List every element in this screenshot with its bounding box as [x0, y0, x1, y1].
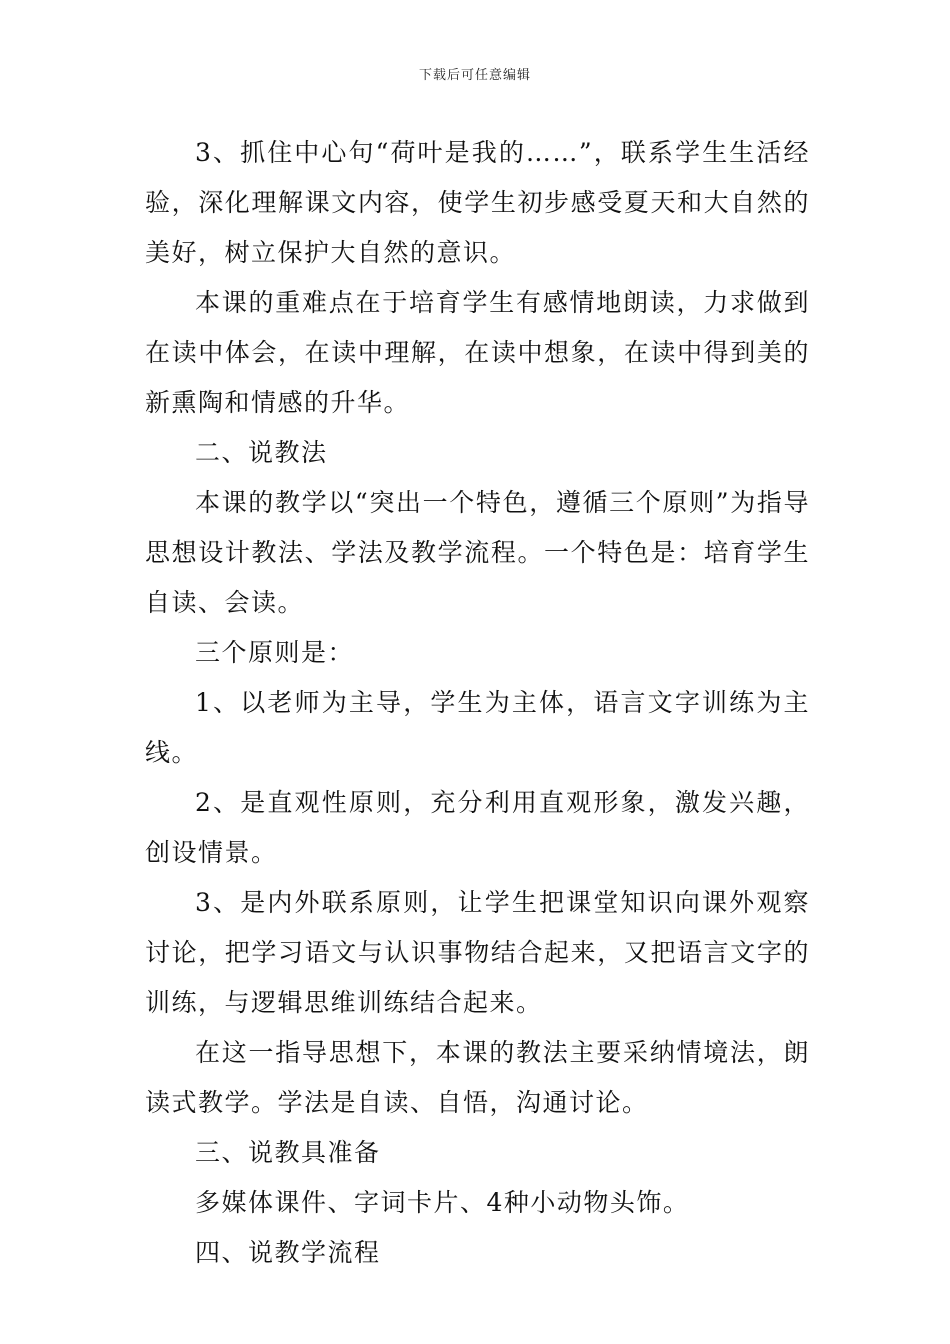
paragraph-objective-3: 3、抓住中心句“荷叶是我的……”，联系学生生活经验，深化理解课文内容，使学生初步感受夏天和大自然的美好，树立保护大自然的意识。	[145, 138, 810, 267]
paragraph-teaching-idea: 本课的教学以“突出一个特色，遵循三个原则”为指导思想设计教法、学法及教学流程。一个特色是：培育学生自读、会读。	[145, 488, 810, 617]
document-body	[145, 128, 810, 1278]
paragraph-key-difficulty: 本课的重难点在于培育学生有感情地朗读，力求做到在读中体会，在读中理解，在读中想象，在读中得到美的新熏陶和情感的升华。	[145, 288, 810, 417]
paragraph-principles-intro: 三个原则是：	[195, 638, 355, 667]
paragraph-principle-3: 3、是内外联系原则，让学生把课堂知识向课外观察讨论，把学习语文与认识事物结合起来，又把语言文字的训练，与逻辑思维训练结合起来。	[145, 888, 810, 1017]
page-header: 下载后可任意编辑	[418, 68, 531, 83]
paragraph-method-summary: 在这一指导思想下，本课的教法主要采纳情境法，朗读式教学。学法是自读、自悟，沟通讨论。	[145, 1038, 810, 1117]
paragraph-principle-1: 1、以老师为主导，学生为主体，语言文字训练为主线。	[145, 688, 810, 767]
paragraph-teaching-aids: 多媒体课件、字词卡片、4种小动物头饰。	[195, 1188, 690, 1217]
section-heading-teaching-process: 四、说教学流程	[195, 1238, 381, 1267]
paragraph-principle-2: 2、是直观性原则，充分利用直观形象，激发兴趣，创设情景。	[145, 788, 810, 867]
section-heading-teaching-method: 二、说教法	[195, 438, 328, 467]
section-heading-teaching-aids: 三、说教具准备	[195, 1138, 381, 1167]
